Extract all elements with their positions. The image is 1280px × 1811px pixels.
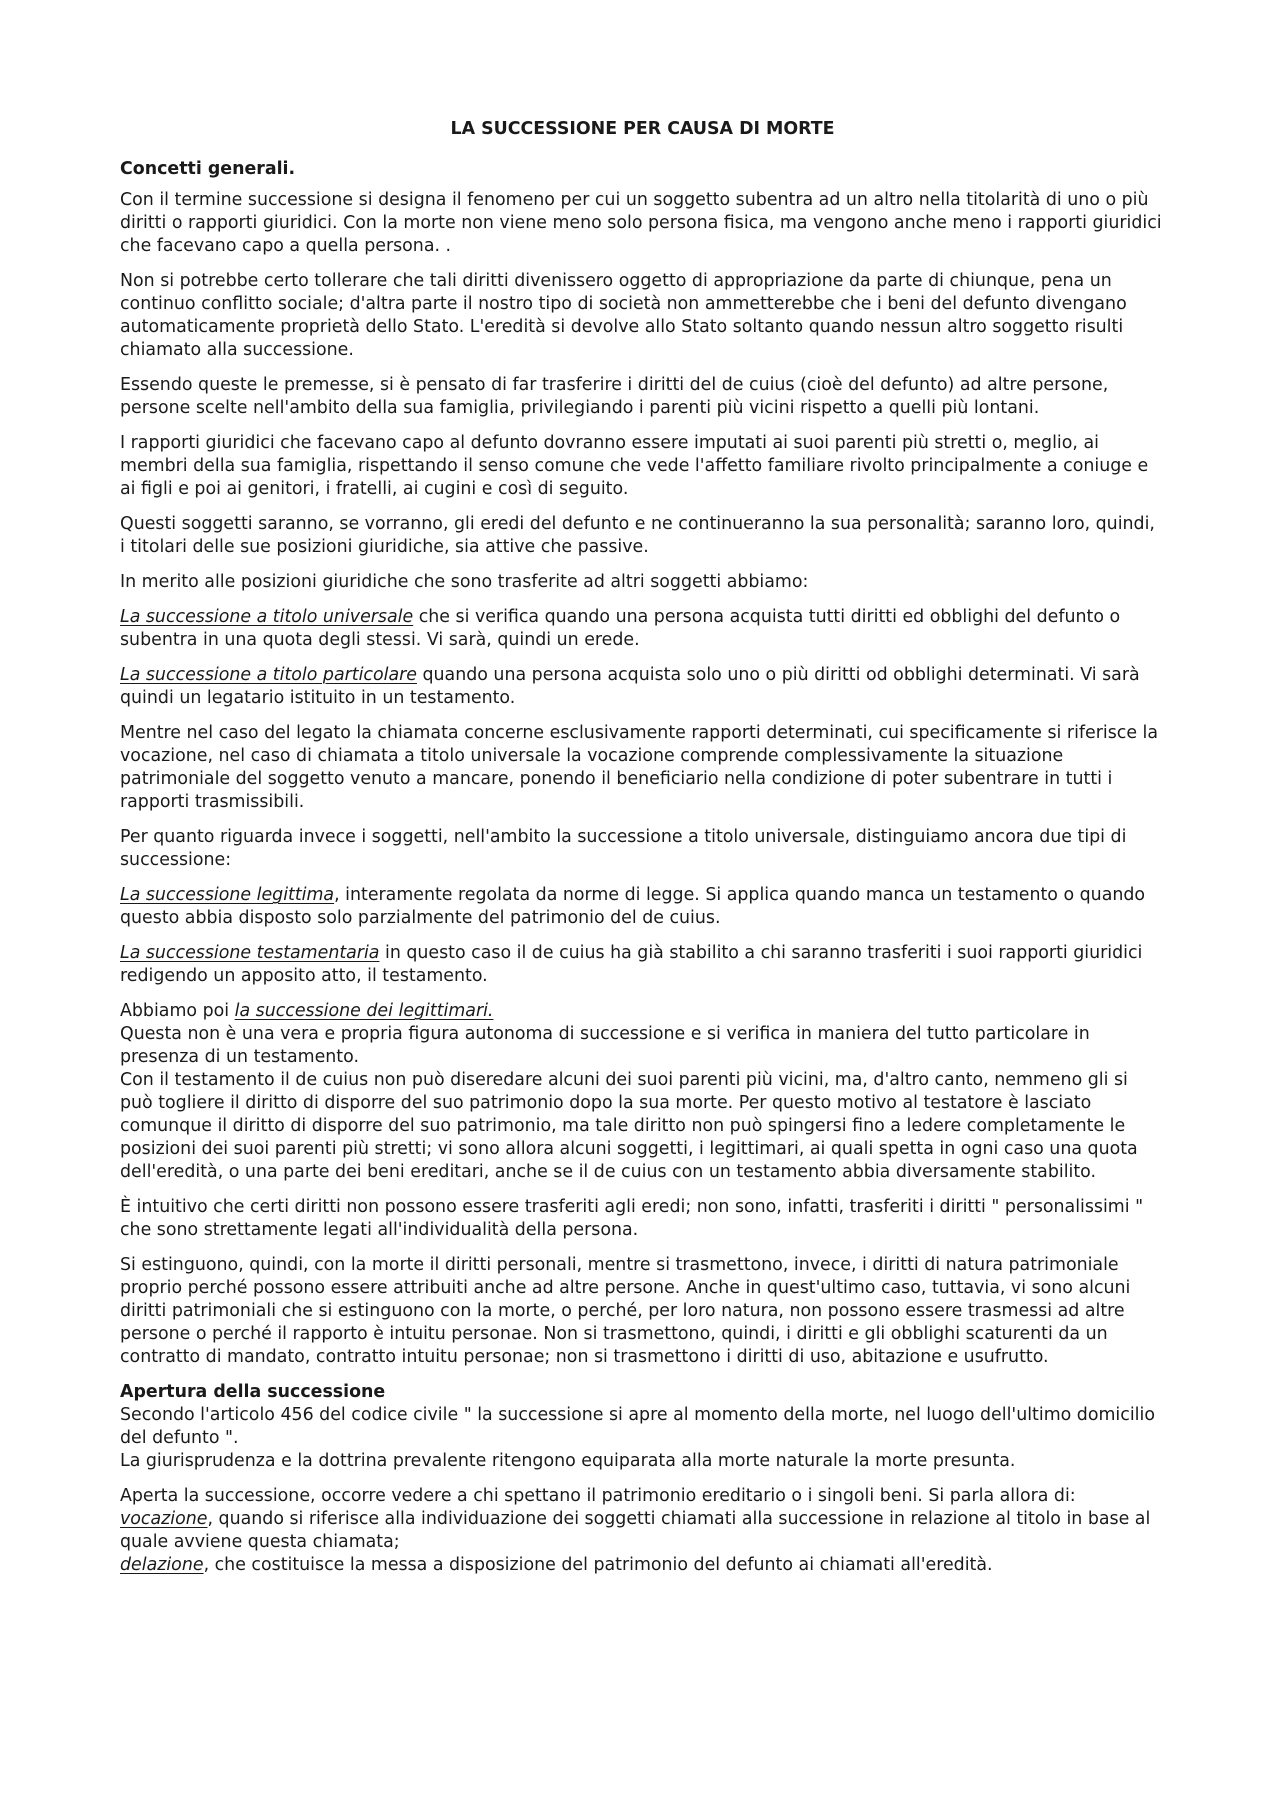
paragraph-family-relations: I rapporti giuridici che facevano capo al defunto dovranno essere imputati ai suoi parenti più stretti o, meglio, ai membri della sua famiglia, rispettando il senso comune che vede l'affetto familiare rivolto principalmente a coniuge e ai figli e poi ai genitori, i fratelli, ai cugini e così di seguito. xyxy=(120,433,1149,499)
paragraph-testamentary-succession xyxy=(120,942,1165,988)
paragraph-social-conflict: Non si potrebbe certo tollerare che tali diritti divenissero oggetto di appropriazione da parte di chiunque, pena un continuo conflitto sociale; d'altra parte il nostro tipo di società non ammetterebbe che i beni del defunto divengano automaticamente proprietà dello Stato. L'eredità si devolve allo Stato soltanto quando nessun altro soggetto risulti chiamato alla successione. xyxy=(120,271,1127,360)
paragraph-legitimate-succession xyxy=(120,884,1165,930)
paragraph-legittimari xyxy=(120,1000,1165,1184)
paragraph-premises: Essendo queste le premesse, si è pensato di far trasferire i diritti del de cuius (cioè del defunto) ad altre persone, persone scelte nell'ambito della sua famiglia, privilegiando i parenti più vicini rispetto a quelli più lontani. xyxy=(120,375,1109,418)
term-vocazione: vocazione xyxy=(120,1509,208,1529)
term-delazione: delazione xyxy=(120,1555,204,1575)
legittimari-lead: Abbiamo poi xyxy=(120,1001,235,1021)
paragraph-article-456 xyxy=(120,1404,1165,1473)
legittimari-explanation: Con il testamento il de cuius non può diseredare alcuni dei suoi parenti più vicini, ma, d'altro canto, nemmeno gli si può togliere il diritto di disporre del suo patrimonio dopo la sua morte. Per questo motivo al testatore è lasciato comunque il diritto di disporre del suo patrimonio, ma tale diritto non può spingersi fino a ledere completamente le posizioni dei suoi parenti più stretti; vi sono allora alcuni soggetti, i legittimari, ai quali spetta in ogni caso una quota dell'eredità, o una parte dei beni ereditari, anche se il de cuius con un testamento abbia diversamente stabilito. xyxy=(120,1070,1138,1182)
vocazione-text: , quando si riferisce alla individuazione dei soggetti chiamati alla successione in relazione al titolo in base al quale avviene questa chiamata; xyxy=(120,1509,1151,1552)
term-particular-succession: La successione a titolo particolare xyxy=(120,665,417,685)
paragraph-definition: Con il termine successione si designa il fenomeno per cui un soggetto subentra ad un altro nella titolarità di uno o più diritti o rapporti giuridici. Con la morte non viene meno solo persona fisica, ma vengono anche meno i rapporti giuridici che facevano capo a quella persona. . xyxy=(120,190,1162,256)
paragraph-personal-rights: È intuitivo che certi diritti non possono essere trasferiti agli eredi; non sono, infatti, trasferiti i diritti " personalissimi " che sono strettamente legati all'individualità della persona. xyxy=(120,1197,1144,1240)
document-page xyxy=(120,118,1165,1589)
term-universal-succession: La successione a titolo universale xyxy=(120,607,414,627)
paragraph-legacy-vocation: Mentre nel caso del legato la chiamata concerne esclusivamente rapporti determinati, cui specificamente si riferisce la vocazione, nel caso di chiamata a titolo universale la vocazione comprende complessivamente la situazione patrimoniale del soggetto venuto a mancare, ponendo il beneficiario nella condizione di poter subentrare in tutti i rapporti trasmissibili. xyxy=(120,723,1159,812)
legitimate-succession-text: , interamente regolata da norme di legge. Si applica quando manca un testamento o quando questo abbia disposto solo parzialmente del patrimonio del de cuius. xyxy=(120,885,1146,928)
legittimari-description: Questa non è una vera e propria figura autonoma di successione e si verifica in maniera del tutto particolare in presenza di un testamento. xyxy=(120,1024,1090,1067)
paragraph-universal-succession xyxy=(120,606,1165,652)
paragraph-particular-succession xyxy=(120,664,1165,710)
legittimari-intro-line xyxy=(120,1000,1165,1023)
document-title: LA SUCCESSIONE PER CAUSA DI MORTE xyxy=(450,119,835,139)
paragraph-succession-types: Per quanto riguarda invece i soggetti, nell'ambito la successione a titolo universale, distinguiamo ancora due tipi di successione: xyxy=(120,827,1127,870)
term-testamentary-succession: La successione testamentaria xyxy=(120,943,380,963)
vocazione-line xyxy=(120,1508,1165,1554)
section-heading-apertura: Apertura della successione xyxy=(120,1382,386,1402)
term-legitimate-succession: La successione legittima xyxy=(120,885,335,905)
delazione-text: , che costituisce la messa a disposizione del patrimonio del defunto ai chiamati all'eredità. xyxy=(203,1555,993,1575)
paragraph-vocazione-delazione xyxy=(120,1485,1165,1577)
universal-succession-text: che si verifica quando una persona acquista tutti diritti ed obblighi del defunto o subentra in una quota degli stessi. Vi sarà, quindi un erede. xyxy=(120,607,1121,650)
opening-question-text: Aperta la successione, occorre vedere a chi spettano il patrimonio ereditario o i singoli beni. Si parla allora di: xyxy=(120,1486,1076,1506)
term-legittimari: la successione dei legittimari. xyxy=(234,1001,494,1021)
particular-succession-text: quando una persona acquista solo uno o più diritti od obblighi determinati. Vi sarà quindi un legatario istituito in un testamento. xyxy=(120,665,1140,708)
section-heading-concetti-generali: Concetti generali. xyxy=(120,159,296,179)
article-456-text: Secondo l'articolo 456 del codice civile " la successione si apre al momento della morte, nel luogo dell'ultimo domicilio del defunto ". xyxy=(120,1405,1155,1448)
paragraph-heirs: Questi soggetti saranno, se vorranno, gli eredi del defunto e ne continueranno la sua personalità; saranno loro, quindi, i titolari delle sue posizioni giuridiche, sia attive che passive. xyxy=(120,514,1155,557)
paragraph-extinguished-rights: Si estinguono, quindi, con la morte il diritti personali, mentre si trasmettono, invece, i diritti di natura patrimoniale proprio perché possono essere attribuiti anche ad altre persone. Anche in quest'ultimo caso, tuttavia, vi sono alcuni diritti patrimoniali che si estinguono con la morte, o perché, per loro natura, non possono essere trasmessi ad altre persone o perché il rapporto è intuitu personae. Non si trasmettono, quindi, i diritti e gli obblighi scaturenti da un contratto di mandato, contratto intuitu personae; non si trasmettono i diritti di uso, abitazione e usufrutto. xyxy=(120,1255,1131,1367)
delazione-line xyxy=(120,1554,1165,1577)
testamentary-succession-text: in questo caso il de cuius ha già stabilito a chi saranno trasferiti i suoi rapporti giuridici redigendo un apposito atto, il testamento. xyxy=(120,943,1143,986)
paragraph-legal-positions: In merito alle posizioni giuridiche che sono trasferite ad altri soggetti abbiamo: xyxy=(120,572,809,592)
presumed-death-text: La giurisprudenza e la dottrina prevalente ritengono equiparata alla morte naturale la morte presunta. xyxy=(120,1451,1016,1471)
